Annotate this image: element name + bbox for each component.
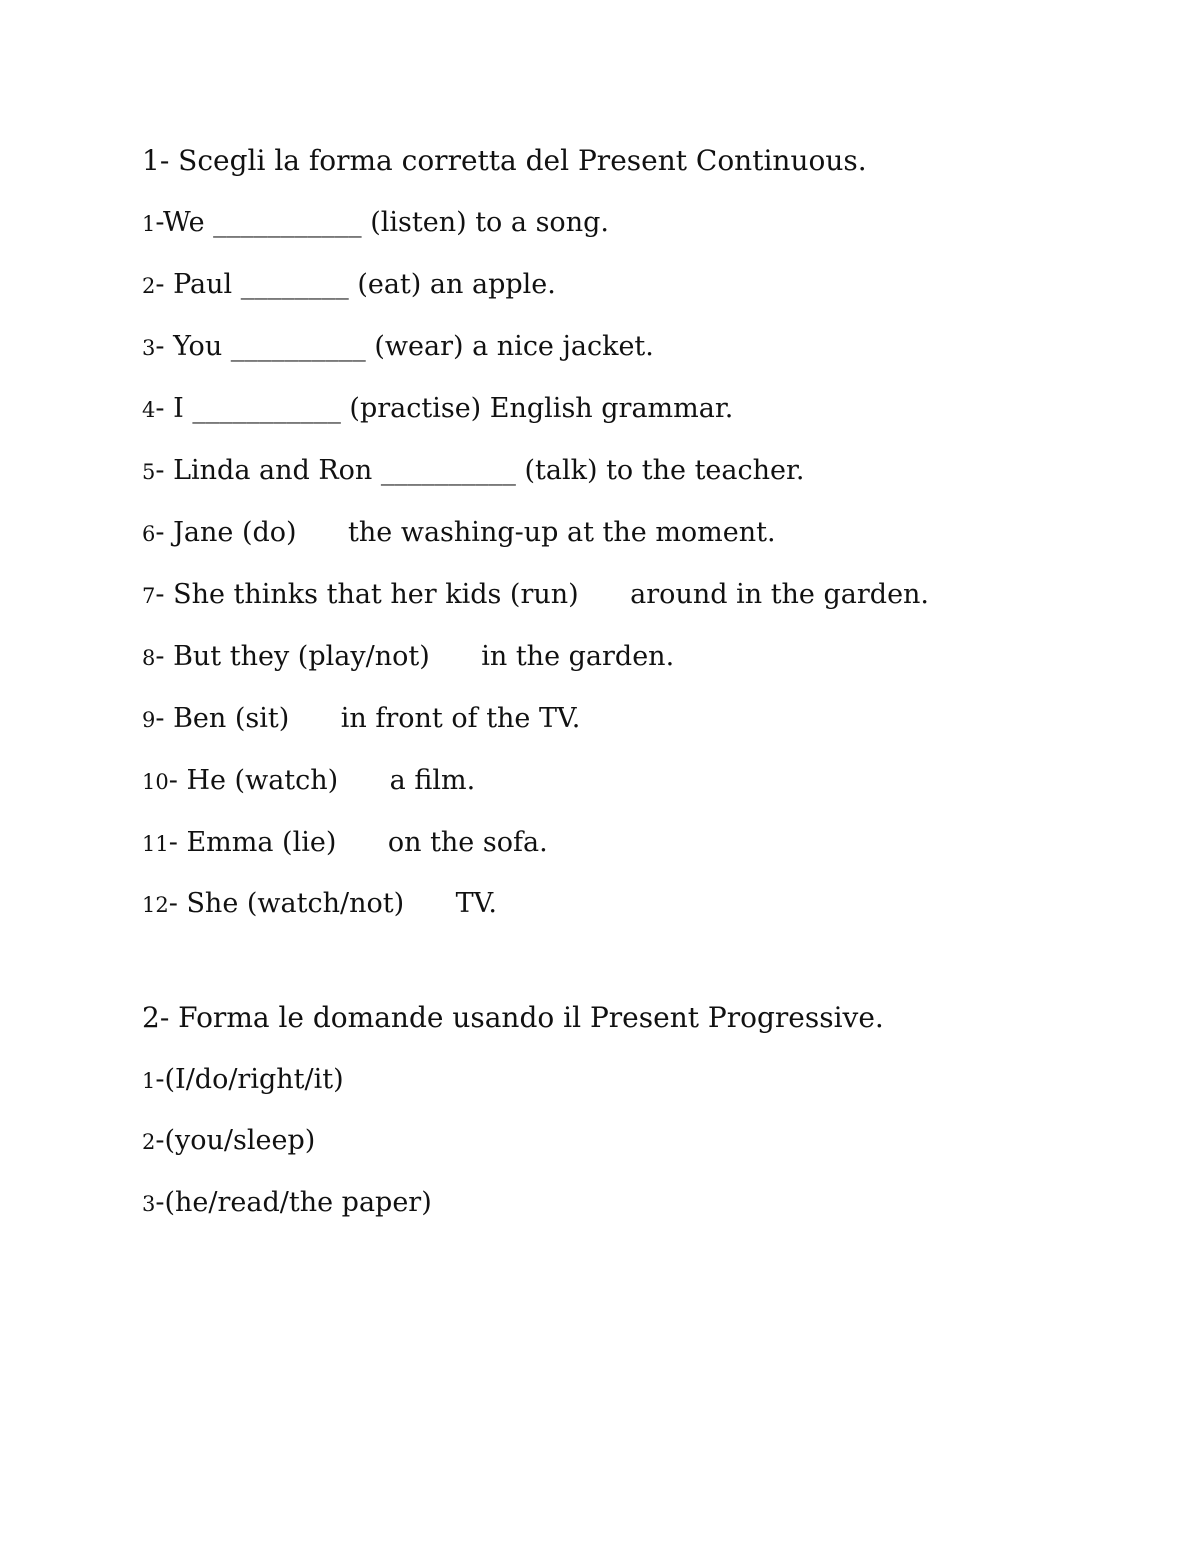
- item-number: 11: [142, 832, 169, 856]
- item-text: - You __________ (wear) a nice jacket.: [155, 331, 654, 362]
- section1-item: [142, 575, 929, 615]
- section1-item: [142, 265, 556, 305]
- item-text: - Ben (sit) in front of the TV.: [155, 703, 581, 734]
- section1-title: 1- Scegli la forma corretta del Present Continuous.: [142, 144, 867, 177]
- item-text: - He (watch) a film.: [168, 765, 476, 796]
- section1-item: [142, 637, 674, 677]
- item-number: 1: [142, 212, 156, 236]
- item-number: 2: [142, 1130, 156, 1154]
- section2-item: [142, 1121, 315, 1161]
- item-number: 1: [142, 1069, 156, 1093]
- section1-item: [142, 203, 609, 243]
- item-number: 6: [142, 522, 156, 546]
- section1-item: [142, 389, 733, 429]
- item-number: 4: [142, 398, 156, 422]
- item-number: 2: [142, 274, 156, 298]
- section2-item: [142, 1183, 432, 1223]
- item-text: - She (watch/not) TV.: [168, 888, 497, 919]
- item-text: -(you/sleep): [155, 1125, 316, 1156]
- section1-item: [142, 884, 497, 924]
- item-text: -We ___________ (listen) to a song.: [155, 207, 609, 238]
- item-number: 3: [142, 336, 156, 360]
- item-text: - Paul ________ (eat) an apple.: [155, 269, 556, 300]
- item-number: 9: [142, 708, 156, 732]
- item-text: - Jane (do) the washing-up at the moment.: [155, 517, 776, 548]
- item-text: - Emma (lie) on the sofa.: [168, 827, 548, 858]
- item-text: -(he/read/the paper): [155, 1187, 432, 1218]
- item-number: 3: [142, 1192, 156, 1216]
- section1-item: [142, 513, 776, 553]
- section1-item: [142, 823, 548, 863]
- item-text: - She thinks that her kids (run) around in the garden.: [155, 579, 930, 610]
- item-text: -(I/do/right/it): [155, 1064, 344, 1095]
- item-number: 10: [142, 770, 169, 794]
- item-text: - I ___________ (practise) English grammar.: [155, 393, 734, 424]
- item-number: 12: [142, 893, 169, 917]
- section1-item: [142, 761, 475, 801]
- section2-title: 2- Forma le domande usando il Present Progressive.: [142, 1001, 884, 1034]
- item-text: - Linda and Ron __________ (talk) to the teacher.: [155, 455, 805, 486]
- item-number: 7: [142, 584, 156, 608]
- section1-item: [142, 451, 805, 491]
- item-text: - But they (play/not) in the garden.: [155, 641, 675, 672]
- section2-item: [142, 1060, 344, 1100]
- section1-item: [142, 327, 654, 367]
- item-number: 8: [142, 646, 156, 670]
- section1-item: [142, 699, 580, 739]
- item-number: 5: [142, 460, 156, 484]
